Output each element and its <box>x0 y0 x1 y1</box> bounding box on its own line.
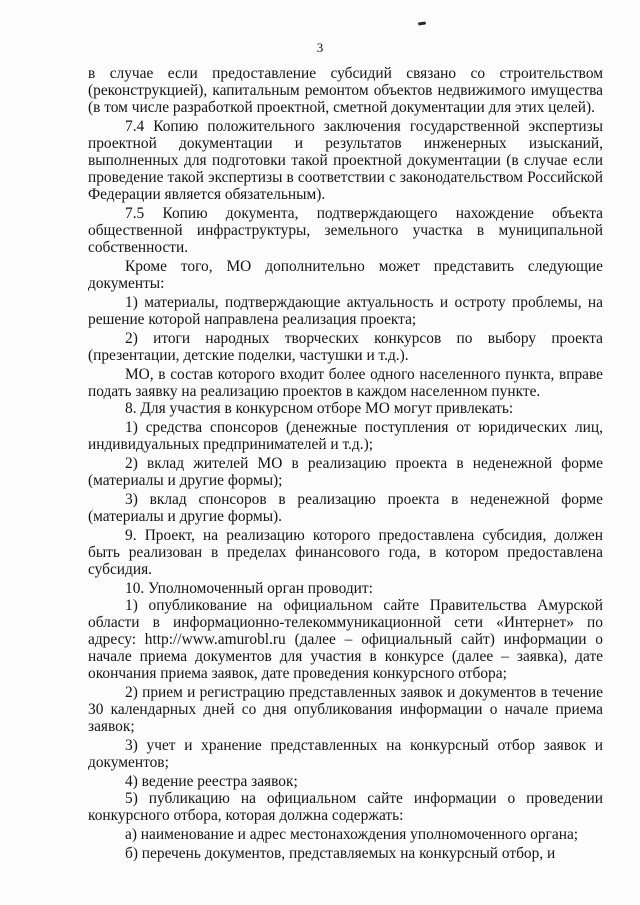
list-item: 1) опубликование на официальном сайте Правительства Амурской области в информационно-телекоммуникационной сети «Интернет» по адресу: http://www.amurobl.ru (далее – официальный сайт) информации о начале приема документов для участия в конкурсе (далее – заявка), дате окончания приема заявок, дате проведения конкурсного отбора; <box>88 597 603 682</box>
sub-list-item: а) наименование и адрес местонахождения уполномоченного органа; <box>125 826 579 843</box>
list-item: 3) вклад спонсоров в реализацию проекта в неденежной форме (материалы и другие формы). <box>88 491 603 525</box>
paragraph-10: 10. Уполномоченный орган проводит: <box>125 580 373 597</box>
paragraph-continuation: в случае если предоставление субсидий связано со строительством (реконструкцией), капитальным ремонтом объектов недвижимого имущества (в том числе разработкой проектной, сметной документации для этих целей). <box>88 65 603 116</box>
list-item: 2) вклад жителей МО в реализацию проекта в неденежной форме (материалы и другие формы); <box>88 455 603 489</box>
paragraph-7-5: 7.5 Копию документа, подтверждающего нахождение объекта общественной инфраструктуры, земельного участка в муниципальной собственности. <box>88 205 603 256</box>
document-body <box>88 65 603 862</box>
paragraph-7-4: 7.4 Копию положительного заключения государственной экспертизы проектной документации и результатов инженерных изысканий, выполненных для подготовки такой проектной документации (в случае если проведение такой экспертизы в соответствии с законодательством Российской Федерации является обязательным). <box>88 118 603 203</box>
list-item: 2) итоги народных творческих конкурсов по выбору проекта (презентации, детские поделки, частушки и т.д.). <box>88 330 603 364</box>
page-number: 3 <box>316 40 324 55</box>
paragraph-8: 8. Для участия в конкурсном отборе МО могут привлекать: <box>125 400 514 417</box>
paragraph-9: 9. Проект, на реализацию которого предоставлена субсидия, должен быть реализован в пределах финансового года, в котором предоставлена субсидия. <box>88 527 603 578</box>
list-item: 1) средства спонсоров (денежные поступления от юридических лиц, индивидуальных предпринимателей и т.д.); <box>88 419 603 453</box>
scan-speck <box>418 21 426 25</box>
list-item: 2) прием и регистрацию представленных заявок и документов в течение 30 календарных дней со дня опубликования информации о начале приема заявок; <box>88 684 603 735</box>
list-item: 3) учет и хранение представленных на конкурсный отбор заявок и документов; <box>88 737 603 771</box>
sub-list-item: б) перечень документов, представляемых на конкурсный отбор, и <box>125 845 556 862</box>
paragraph-additional-docs: Кроме того, МО дополнительно может представить следующие документы: <box>88 258 603 292</box>
list-item: 5) публикацию на официальном сайте информации о проведении конкурсного отбора, которая должна содержать: <box>88 790 603 824</box>
list-item: 4) ведение реестра заявок; <box>125 773 298 790</box>
paragraph-mo-settlements: МО, в состав которого входит более одного населенного пункта, вправе подать заявку на реализацию проектов в каждом населенном пункте. <box>88 366 603 400</box>
list-item: 1) материалы, подтверждающие актуальность и остроту проблемы, на решение которой направлена реализация проекта; <box>88 294 603 328</box>
